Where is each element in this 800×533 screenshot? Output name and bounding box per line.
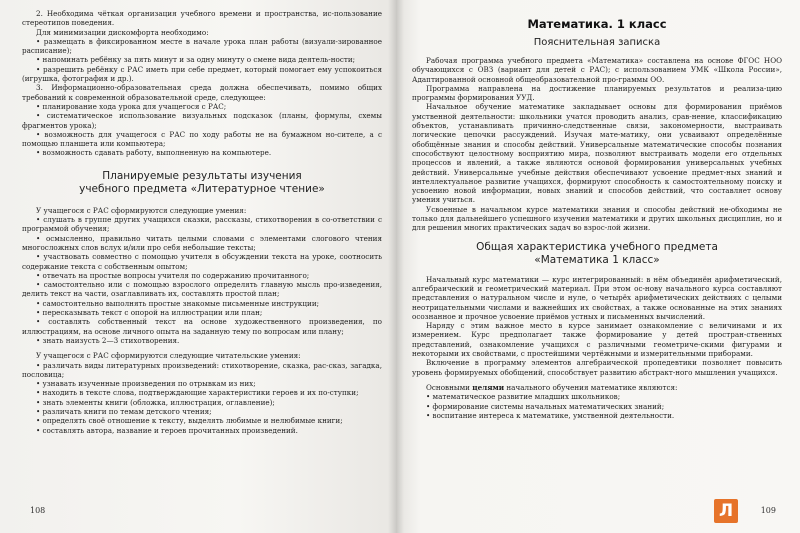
list-item: • составлять собственный текст на основе художественного произведения, по иллюстрациям, на основе личного опыта на заданную тему по вопросам или плану; [22, 317, 382, 336]
paragraph: У учащегося с РАС сформируются следующие читательские умения: [36, 351, 301, 361]
list-item: • составлять автора, название и героев прочитанных произведений. [36, 425, 298, 435]
section-heading-line: «Математика 1 класс» [534, 253, 660, 266]
list-item: • математическое развитие младших школьников; [426, 392, 621, 402]
list-item: • отвечать на простые вопросы учителя по содержанию прочитанного; [36, 270, 310, 280]
paragraph: Усвоенные в начальном курсе математики знания и способы действий не-обходимы не только для дальнейшего успешного изучения математики и других школьных дисциплин, но и для решения многих практических задач во взрос-лой жизни. [412, 204, 782, 233]
page-number: 109 [760, 506, 776, 515]
paragraph: У учащегося с РАС сформируются следующие умения: [36, 205, 247, 215]
list-item: • самостоятельно выполнять простые знакомые письменные инструкции; [36, 298, 320, 308]
paragraph: Начальное обучение математике закладывает основы для формирования приёмов умственной деятельности: школьники учатся проводить анализ, срав-нение, классификацию объектов, устанавливать причинно-следственные связи, закономерности, выстраивать логические цепочки рассуждений. Изучая мате-матику, они усваивают определённые обобщённые знания и способы действий. Универсальные математические способы познания способствуют целостному восприятию мира, позволяют выстраивать модели его отдельных процессов и явлений, а также являются основой формирования универсальных учебных действий. Универсальные учебные действия обеспечивают усвоение предмет-ных знаний и интеллектуальное развитие учащихся, формируют способность к самостоятельному поиску и усвоению новой информации, новых знаний и способов действий, что составляет основу умения учиться. [412, 102, 782, 205]
paragraph: Наряду с этим важное место в курсе занимает ознакомление с величинами и их измерением. Курс предполагает также формирование у детей простран-ственных представлений, ознакомление учащихся с различными геометриче-скими фигурами и некоторыми их свойствами, с простейшими чертёжными и измерительными приборами. [412, 321, 782, 359]
list-item: • пересказывать текст с опорой на иллюстрации или план; [36, 308, 263, 318]
section-heading-line: Общая характеристика учебного предмета [476, 240, 718, 253]
list-item: • находить в тексте слова, подтверждающие характеристики героев и их по-ступки; [36, 388, 359, 398]
text-span: начального обучения математике являются: [504, 382, 678, 392]
list-item: • напоминать ребёнку за пять минут и за одну минуту о смене вида деятель-ности; [36, 55, 356, 65]
paragraph: Программа направлена на достижение планируемых результатов и реализа-цию программы формирования УУД. [412, 83, 782, 103]
emphasis-text: целями [472, 382, 505, 392]
list-item: • воспитание интереса к математике, умственной деятельности. [426, 410, 675, 420]
list-item: • слушать в группе других учащихся сказки, рассказы, стихотворения в со-ответствии с программой обучения; [22, 215, 382, 234]
paragraph: 2. Необходима чёткая организация учебного времени и пространства, ис-пользование стереотипов поведения. [22, 9, 382, 28]
paragraph: 3. Информационно-образовательная среда должна обеспечивать, помимо общих требований к современной образовательной среде, следующее: [22, 83, 382, 102]
list-item: • разрешить ребёнку с РАС иметь при себе предмет, который помогает ему успокоиться (игрушка, фотография и др.). [22, 64, 382, 84]
right-page [396, 0, 800, 533]
list-item: • знать элементы книги (обложка, иллюстрация, оглавление); [36, 397, 275, 407]
list-item: • формирование системы начальных математических знаний; [426, 401, 665, 411]
paragraph: Рабочая программа учебного предмета «Математика» составлена на основе ФГОС НОО обучающихся с ОВЗ (вариант для детей с РАС); с использованием УМК «Школа России», Адаптированной основной общеобразовательной про-граммы ОО. [412, 56, 782, 84]
paragraph: Начальный курс математики — курс интегрированный: в нём объединён арифметический, алгебраический и геометрический материал. При этом ос-нову начального курса составляют представления о натуральном числе и нуле, о четырёх арифметических действиях с целыми неотрицательными числами и важнейших их свойствах, а также основанные на этих знаниях осознанное и прочное усвоение приёмов устных и письменных вычислений. [412, 274, 782, 321]
section-subtitle: Пояснительная записка [533, 37, 661, 48]
publisher-logo-icon: Л [714, 499, 738, 523]
section-heading-line: учебного предмета «Литературное чтение» [79, 182, 325, 195]
list-item: • узнавать изученные произведения по отрывкам из них; [36, 379, 256, 389]
section-heading-line: Планируемые результаты изучения [102, 169, 302, 182]
section-heading [22, 170, 382, 196]
book-gutter [388, 0, 404, 533]
page-number: 108 [30, 506, 46, 515]
list-item: • систематическое использование визуальных подсказок (планы, формулы, схемы фрагментов урока); [22, 111, 382, 130]
paragraph: Включение в программу элементов алгебраической пропедевтики позволяет повысить уровень формируемых обобщений, способствует развитию абстракт-ного мышления учащихся. [412, 358, 782, 377]
list-item: • знать наизусть 2—3 стихотворения. [36, 335, 180, 345]
paragraph: Для минимизации дискомфорта необходимо: [36, 27, 209, 37]
list-item: • участвовать совместно с помощью учителя в обсуждении текста на уроке, соотносить содержание текста с собственным опытом; [22, 252, 382, 271]
paragraph [412, 383, 782, 392]
chapter-title: Математика. 1 класс [527, 17, 667, 31]
left-page [0, 0, 396, 533]
list-item: • самостоятельно или с помощью взрослого определять главную мысль про-изведения, делить текст на части, озаглавливать их, составлять простой план; [22, 280, 382, 299]
list-item: • возможность сдавать работу, выполненную на компьютере. [36, 148, 272, 158]
list-item: • различать книги по темам детского чтения; [36, 406, 212, 416]
list-item: • различать виды литературных произведений: стихотворение, сказка, рас-сказ, загадка, пословица; [22, 360, 382, 379]
list-item: • планирование хода урока для учащегося с РАС; [36, 101, 227, 111]
list-item: • осмысленно, правильно читать целыми словами с элементами слогового чтения многосложных слов вслух и/или про себя небольшие тексты; [22, 233, 382, 252]
text-span: Основными [426, 382, 473, 392]
list-item: • размещать в фиксированном месте в начале урока план работы (визуали-зированное расписание); [22, 36, 382, 56]
list-item: • возможность для учащегося с РАС по ходу работы не на бумажном но-сителе, а с помощью планшета или компьютера; [22, 129, 382, 149]
list-item: • определять своё отношение к тексту, выделять любимые и нелюбимые книги; [36, 416, 343, 426]
section-heading [412, 241, 782, 267]
